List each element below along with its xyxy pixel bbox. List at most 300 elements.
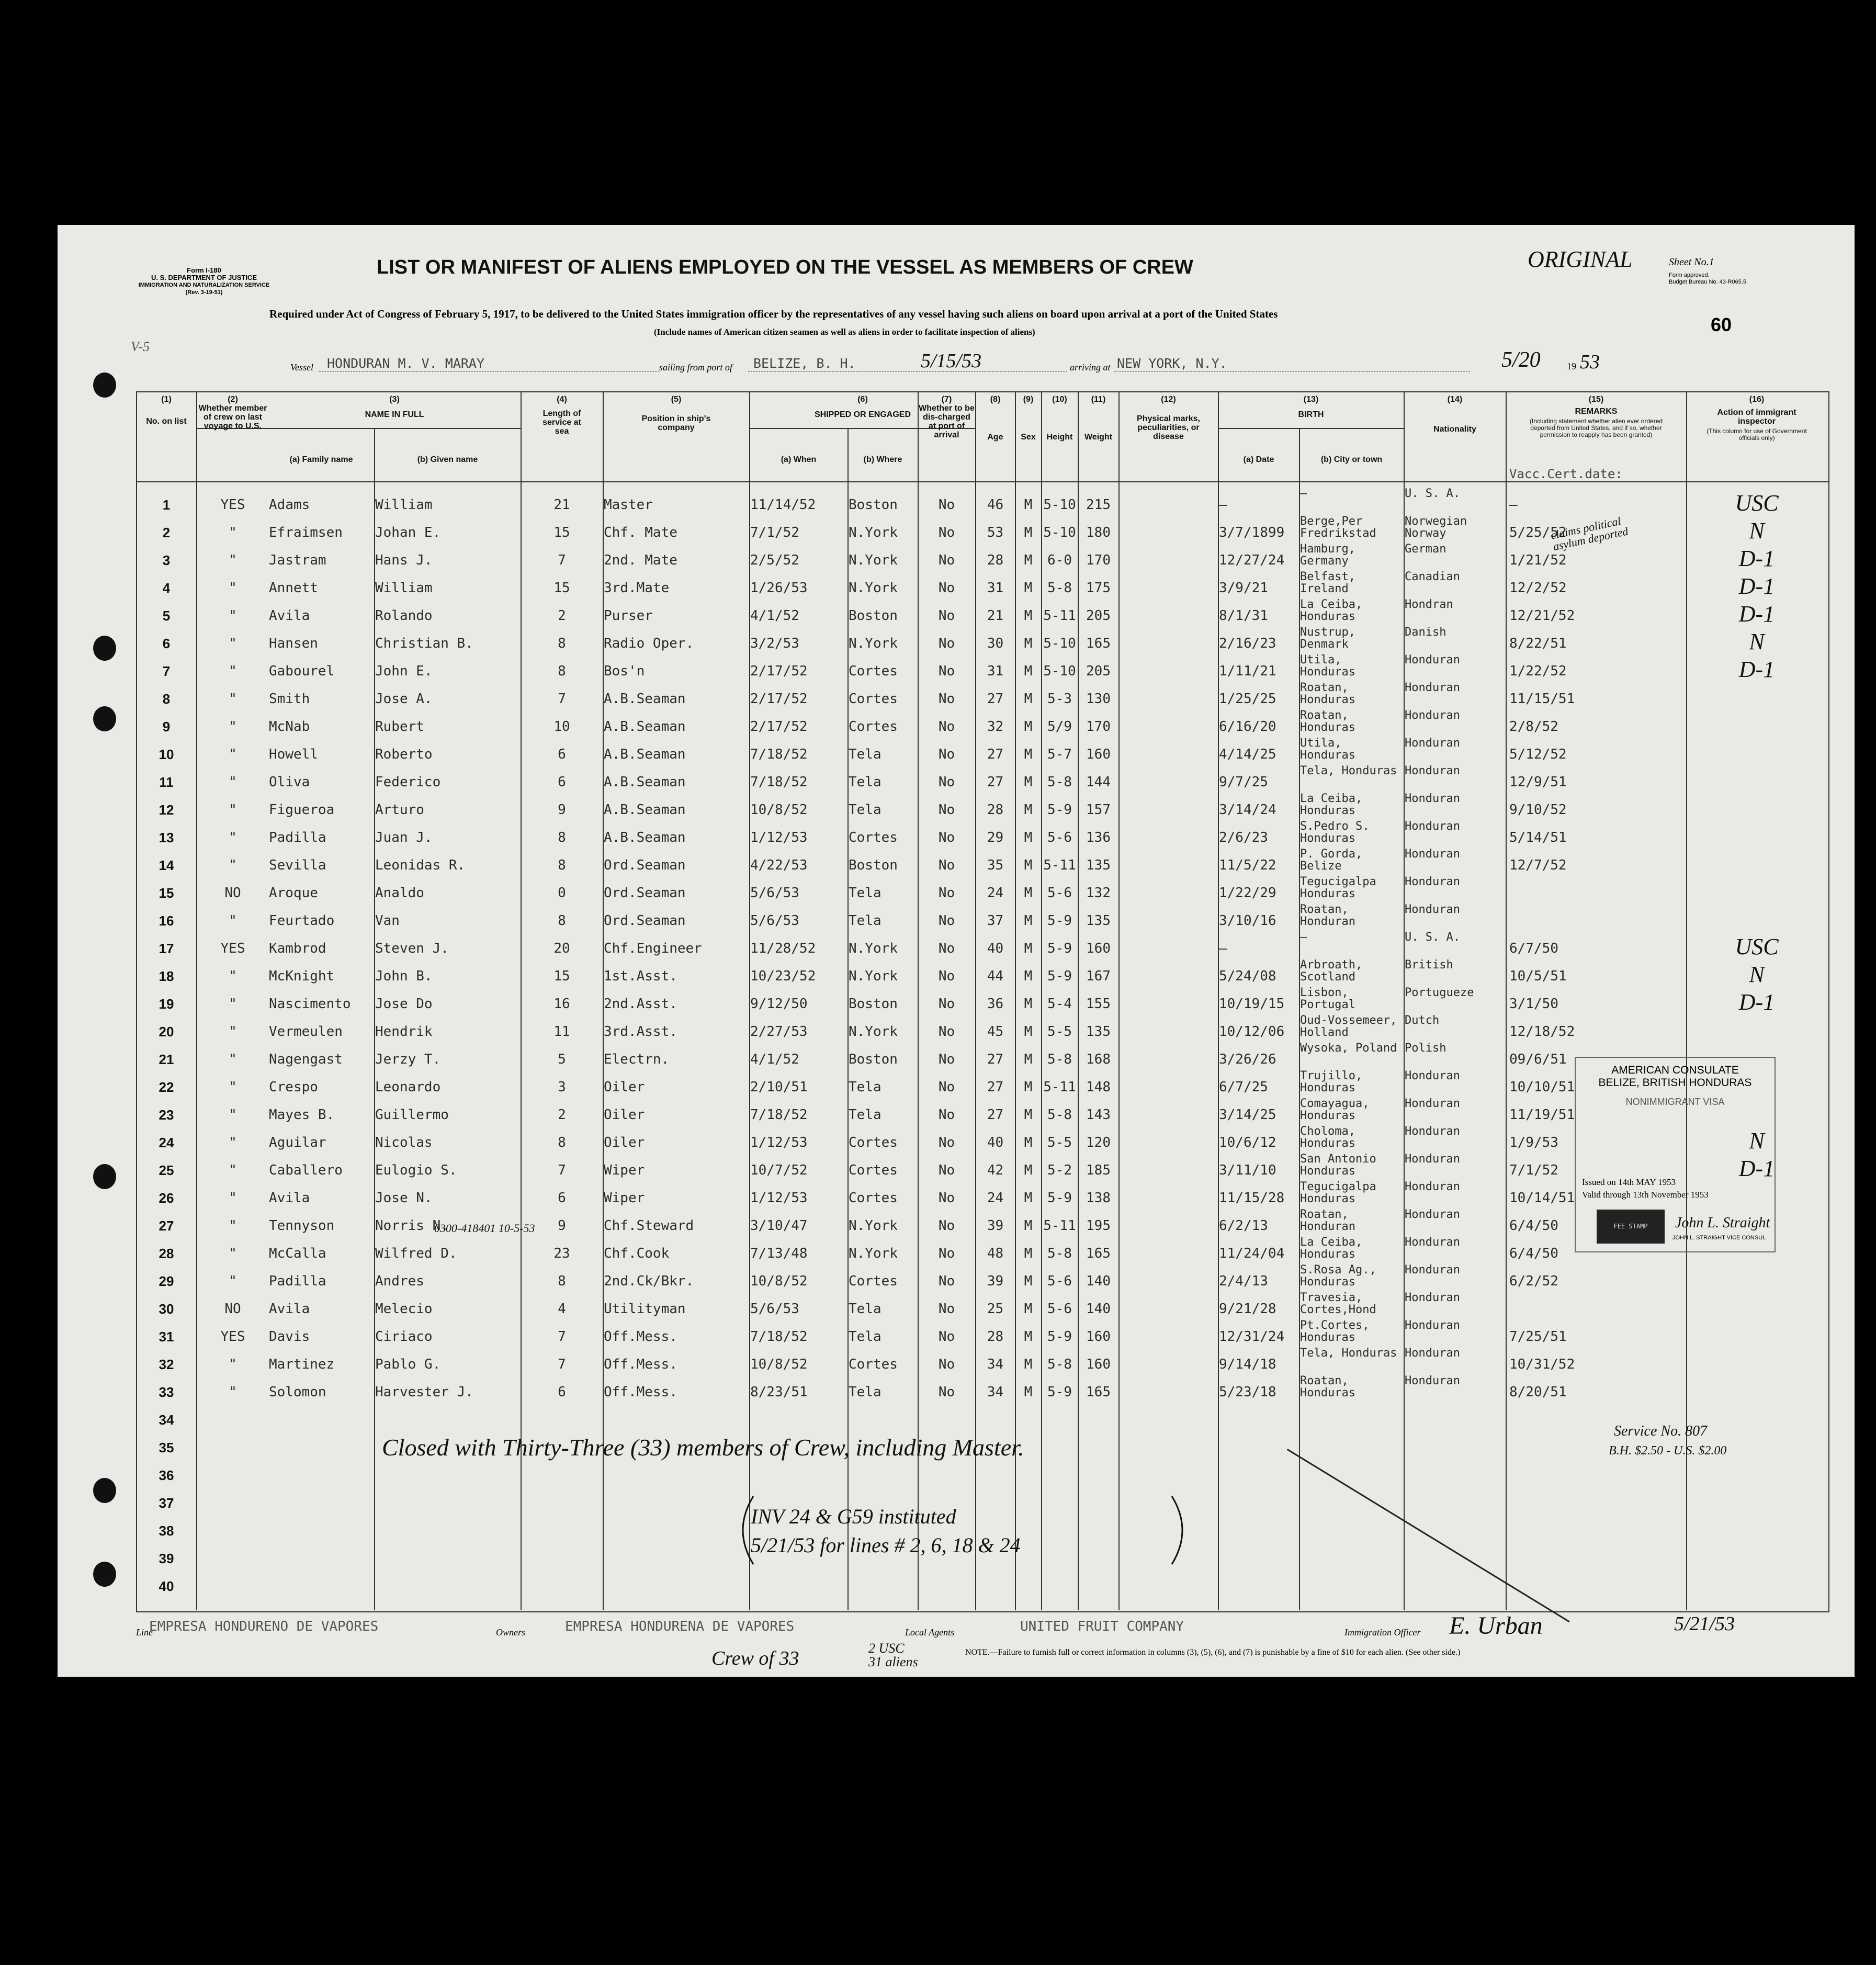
shipped-where-cell: N.York <box>849 580 898 596</box>
col-service-num: (4) <box>557 395 567 404</box>
shipped-where-cell: Boston <box>849 497 898 513</box>
row-number: 29 <box>159 1273 174 1289</box>
shipped-where-cell: N.York <box>849 636 898 651</box>
row-number: 38 <box>159 1523 174 1539</box>
given-name-cell: Christian B. <box>375 636 473 651</box>
position-cell: Oiler <box>604 1107 645 1123</box>
discharged-cell: No <box>938 913 955 929</box>
weight-cell: 136 <box>1086 830 1111 845</box>
service-length-cell: 7 <box>558 552 566 568</box>
row-number: 36 <box>159 1467 174 1483</box>
row-number: 18 <box>159 968 174 984</box>
budget-number: Budget Bureau No. 43-R065.5. <box>1669 279 1748 285</box>
height-cell: 5-8 <box>1047 1357 1072 1372</box>
weight-cell: 170 <box>1086 552 1111 568</box>
nationality-cell: Honduran <box>1405 765 1460 777</box>
last-voyage-cell: NO <box>224 885 241 901</box>
age-cell: 21 <box>987 608 1004 624</box>
sex-cell: M <box>1024 663 1033 679</box>
discharged-cell: No <box>938 636 955 651</box>
position-cell: Radio Oper. <box>604 636 694 651</box>
shipped-where-cell: Boston <box>849 996 898 1012</box>
form-number: Form I-180 <box>187 266 221 274</box>
shipped-when-cell: 1/12/53 <box>750 830 808 845</box>
birth-city-cell: Choloma, Honduras <box>1300 1125 1355 1150</box>
crew-breakdown-aliens: 31 aliens <box>868 1654 918 1669</box>
shipped-when-cell: 5/6/53 <box>750 913 799 929</box>
col-no-header <box>137 395 196 426</box>
service-length-cell: 8 <box>558 636 566 651</box>
birth-date-cell: 8/1/31 <box>1219 608 1268 624</box>
discharged-cell: No <box>938 552 955 568</box>
birth-date-cell: 11/15/28 <box>1219 1190 1285 1206</box>
remarks-cell: 7/25/51 <box>1509 1329 1567 1345</box>
service-length-cell: 8 <box>558 1273 566 1289</box>
discharged-cell: No <box>938 885 955 901</box>
row-number: 9 <box>162 719 171 735</box>
weight-cell: 195 <box>1086 1218 1111 1234</box>
shipped-when-cell: 10/7/52 <box>750 1162 808 1178</box>
sex-cell: M <box>1024 857 1033 873</box>
shipped-when-cell: 10/8/52 <box>750 802 808 818</box>
sex-cell: M <box>1024 968 1033 984</box>
family-name-cell: Feurtado <box>269 913 335 929</box>
owners-label: Owners <box>496 1627 526 1638</box>
last-voyage-cell: " <box>229 1218 237 1234</box>
birth-date-cell: 2/16/23 <box>1219 636 1276 651</box>
remarks-cell: 5/25/52 <box>1509 525 1567 540</box>
shipped-when-cell: 7/18/52 <box>750 1107 808 1123</box>
sex-cell: M <box>1024 1301 1033 1317</box>
position-cell: 3rd.Mate <box>604 580 670 596</box>
remarks-cell: 6/7/50 <box>1509 941 1558 956</box>
col-no-num: (1) <box>161 395 172 404</box>
stamp-line1: AMERICAN CONSULATE <box>1611 1064 1739 1076</box>
sailing-label: sailing from port of <box>659 362 732 372</box>
given-name-cell: Hendrik <box>375 1024 433 1040</box>
height-cell: 5-9 <box>1047 913 1072 929</box>
height-cell: 5-9 <box>1047 968 1072 984</box>
height-cell: 5-9 <box>1047 941 1072 956</box>
service-length-cell: 0 <box>558 885 566 901</box>
last-voyage-cell: " <box>229 1079 237 1095</box>
nationality-cell: Honduran <box>1405 1181 1460 1193</box>
nationality-cell: Honduran <box>1405 1347 1460 1360</box>
age-cell: 27 <box>987 1052 1004 1067</box>
shipped-where-cell: Cortes <box>849 1190 898 1206</box>
inv-annotation-line1: INV 24 & G59 instituted <box>751 1505 956 1528</box>
arriving-label: arriving at <box>1070 362 1111 372</box>
age-cell: 42 <box>987 1162 1004 1178</box>
nationality-cell: Hondran <box>1405 598 1453 611</box>
vessel-label: Vessel <box>290 362 313 372</box>
position-cell: Ord.Seaman <box>604 913 686 929</box>
discharged-cell: No <box>938 1079 955 1095</box>
family-name-cell: Vermeulen <box>269 1024 343 1040</box>
row-number: 24 <box>159 1135 174 1150</box>
col-discharged-num: (7) <box>941 395 952 404</box>
position-cell: A.B.Seaman <box>604 830 686 845</box>
height-cell: 5/9 <box>1047 719 1072 735</box>
action-cell: D-1 <box>1738 573 1775 599</box>
col-where-header: (b) Where <box>863 455 902 464</box>
shipped-when-cell: 10/8/52 <box>750 1273 808 1289</box>
last-voyage-cell: " <box>229 1273 237 1289</box>
position-cell: A.B.Seaman <box>604 802 686 818</box>
row-number: 14 <box>159 857 174 873</box>
birth-city-cell: Comayagua, Honduras <box>1300 1098 1370 1122</box>
row-number: 30 <box>159 1301 174 1317</box>
last-voyage-cell: " <box>229 913 237 929</box>
given-name-cell: Jose A. <box>375 691 433 707</box>
family-name-cell: Solomon <box>269 1384 326 1400</box>
family-name-cell: McNab <box>269 719 310 735</box>
row-number: 15 <box>159 885 174 901</box>
height-cell: 5-10 <box>1043 636 1076 651</box>
family-name-cell: Efraimsen <box>269 525 343 540</box>
age-cell: 27 <box>987 1107 1004 1123</box>
birth-date-cell: 10/19/15 <box>1219 996 1285 1012</box>
col-birth-title: BIRTH <box>1298 410 1324 419</box>
sex-cell: M <box>1024 1357 1033 1372</box>
birth-city-cell: Roatan, Honduras <box>1300 682 1355 706</box>
row-number: 33 <box>159 1384 174 1400</box>
service-length-cell: 15 <box>553 580 570 596</box>
last-voyage-cell: " <box>229 1107 237 1123</box>
fees-note: B.H. $2.50 - U.S. $2.00 <box>1609 1444 1727 1458</box>
service-length-cell: 9 <box>558 1218 566 1234</box>
shipped-when-cell: 2/5/52 <box>750 552 799 568</box>
discharged-cell: No <box>938 1190 955 1206</box>
row-number: 27 <box>159 1218 174 1234</box>
col-line <box>374 428 375 1610</box>
col-last-voyage-title: Whether member of crew on last voyage to U.S. <box>198 404 267 431</box>
page-number: 60 <box>1711 314 1732 335</box>
sex-cell: M <box>1024 1246 1033 1261</box>
punch-hole <box>93 372 116 398</box>
age-cell: 34 <box>987 1384 1004 1400</box>
family-name-cell: Figueroa <box>269 802 335 818</box>
family-name-cell: Avila <box>269 1190 310 1206</box>
height-cell: 5-6 <box>1047 885 1072 901</box>
consulate-visa-stamp <box>1575 1057 1776 1252</box>
punch-hole <box>93 1164 116 1189</box>
weight-cell: 185 <box>1086 1162 1111 1178</box>
position-cell: Wiper <box>604 1190 645 1206</box>
service-length-cell: 15 <box>553 968 570 984</box>
sex-cell: M <box>1024 1384 1033 1400</box>
shipped-where-cell: Cortes <box>849 1162 898 1178</box>
discharged-cell: No <box>938 1107 955 1123</box>
header-bottom-line <box>136 481 1828 482</box>
age-cell: 45 <box>987 1024 1004 1040</box>
punch-hole <box>93 1478 116 1503</box>
sex-cell: M <box>1024 608 1033 624</box>
last-voyage-cell: " <box>229 996 237 1012</box>
given-name-cell: Wilfred D. <box>375 1246 457 1261</box>
service-length-cell: 11 <box>553 1024 570 1040</box>
age-cell: 31 <box>987 580 1004 596</box>
height-cell: 5-11 <box>1043 857 1076 873</box>
port-to: NEW YORK, N.Y. <box>1117 356 1227 371</box>
shipped-where-cell: Tela <box>849 885 882 901</box>
position-cell: Utilityman <box>604 1301 686 1317</box>
weight-cell: 170 <box>1086 719 1111 735</box>
nationality-cell: British <box>1405 959 1453 972</box>
sex-cell: M <box>1024 1329 1033 1345</box>
row-number: 26 <box>159 1190 174 1206</box>
given-name-cell: Federico <box>375 774 441 790</box>
discharged-cell: No <box>938 1246 955 1261</box>
last-voyage-cell: " <box>229 636 237 651</box>
shipped-when-cell: 3/2/53 <box>750 636 799 651</box>
shipped-when-cell: 1/12/53 <box>750 1135 808 1150</box>
shipped-when-cell: 4/22/53 <box>750 857 808 873</box>
col-position-title: Position in ship's company <box>641 414 711 432</box>
weight-cell: 135 <box>1086 913 1111 929</box>
action-cell: USC <box>1735 934 1779 959</box>
punch-hole <box>93 636 116 661</box>
given-name-cell: Van <box>375 913 400 929</box>
birth-city-cell: Roatan, Honduras <box>1300 1375 1355 1399</box>
discharged-cell: No <box>938 1218 955 1234</box>
weight-cell: 205 <box>1086 663 1111 679</box>
last-voyage-cell: " <box>229 1135 237 1150</box>
given-name-cell: Pablo G. <box>375 1357 441 1372</box>
col-nationality-header <box>1405 395 1505 434</box>
last-voyage-cell: " <box>229 1024 237 1040</box>
sex-cell: M <box>1024 941 1033 956</box>
remarks-cell: 7/1/52 <box>1509 1162 1558 1178</box>
given-name-cell: Eulogio S. <box>375 1162 457 1178</box>
family-name-cell: Avila <box>269 608 310 624</box>
shipped-when-cell: 2/27/53 <box>750 1024 808 1040</box>
birth-city-cell: Roatan, Honduras <box>1300 709 1355 734</box>
remarks-cell: 11/19/51 <box>1509 1107 1575 1123</box>
position-cell: Chf. Mate <box>604 525 677 540</box>
birth-date-cell: 3/9/21 <box>1219 580 1268 596</box>
birth-city-cell: S.Rosa Ag., Honduras <box>1300 1264 1376 1289</box>
remarks-cell: 09/6/51 <box>1509 1052 1567 1067</box>
family-name-cell: Nascimento <box>269 996 351 1012</box>
last-voyage-cell: " <box>229 608 237 624</box>
given-name-cell: Nicolas <box>375 1135 433 1150</box>
nationality-cell: Honduran <box>1405 1153 1460 1166</box>
weight-cell: 160 <box>1086 1329 1111 1345</box>
discharged-cell: No <box>938 774 955 790</box>
row-number: 11 <box>159 774 174 790</box>
birth-date-cell: 9/7/25 <box>1219 774 1268 790</box>
shipped-where-cell: Tela <box>849 1384 882 1400</box>
height-cell: 5-6 <box>1047 1301 1072 1317</box>
discharged-cell: No <box>938 663 955 679</box>
col-given-header: (b) Given name <box>417 455 478 464</box>
age-cell: 28 <box>987 802 1004 818</box>
age-cell: 27 <box>987 691 1004 707</box>
given-name-cell: Steven J. <box>375 941 449 956</box>
shipped-when-cell: 8/23/51 <box>750 1384 808 1400</box>
sex-cell: M <box>1024 691 1033 707</box>
row-number: 32 <box>159 1357 174 1372</box>
shipped-when-cell: 7/13/48 <box>750 1246 808 1261</box>
row-number: 10 <box>159 747 174 762</box>
service-length-cell: 7 <box>558 1162 566 1178</box>
remarks-cell: 5/14/51 <box>1509 830 1567 845</box>
service-number: Service No. 807 <box>1614 1423 1708 1439</box>
shipped-where-cell: N.York <box>849 941 898 956</box>
inv-bracket-lines <box>732 1491 1203 1569</box>
family-name-cell: Crespo <box>269 1079 318 1095</box>
remarks-cell: 11/15/51 <box>1509 691 1575 707</box>
nationality-cell: Polish <box>1405 1042 1446 1055</box>
shipped-where-cell: Tela <box>849 913 882 929</box>
last-voyage-cell: YES <box>220 1329 245 1345</box>
service-length-cell: 6 <box>558 1190 566 1206</box>
birth-date-cell: 3/14/24 <box>1219 802 1276 818</box>
height-cell: 5-10 <box>1043 497 1076 513</box>
discharged-cell: No <box>938 996 955 1012</box>
given-name-cell: Jose Do <box>375 996 433 1012</box>
given-name-cell: Analdo <box>375 885 424 901</box>
birth-city-cell: San Antonio Honduras <box>1300 1153 1376 1178</box>
col-nationality-num: (14) <box>1447 395 1463 404</box>
birth-city-cell: La Ceiba, Honduras <box>1300 793 1363 817</box>
row-number: 37 <box>159 1495 174 1511</box>
last-voyage-cell: " <box>229 1246 237 1261</box>
service-length-cell: 23 <box>553 1246 570 1261</box>
shipped-where-cell: Tela <box>849 1079 882 1095</box>
port-from: BELIZE, B. H. <box>753 356 856 371</box>
birth-date-cell: 5/24/08 <box>1219 968 1276 984</box>
sex-cell: M <box>1024 719 1033 735</box>
col-last-voyage-header <box>197 395 268 431</box>
shipped-when-cell: 2/10/51 <box>750 1079 808 1095</box>
sex-cell: M <box>1024 497 1033 513</box>
position-cell: Purser <box>604 608 653 624</box>
remarks-cell: 10/10/51 <box>1509 1079 1575 1095</box>
sheet-number <box>1669 256 1714 268</box>
sex-cell: M <box>1024 774 1033 790</box>
position-cell: Oiler <box>604 1135 645 1150</box>
remarks-cell: 10/31/52 <box>1509 1357 1575 1372</box>
shipped-when-cell: 7/18/52 <box>750 1329 808 1345</box>
family-name-cell: Mayes B. <box>269 1107 335 1123</box>
shipped-where-cell: Cortes <box>849 1357 898 1372</box>
shipped-where-cell: N.York <box>849 552 898 568</box>
col-sex-header <box>1016 395 1041 442</box>
sex-cell: M <box>1024 1024 1033 1040</box>
position-cell: Off.Mess. <box>604 1329 677 1345</box>
service-length-cell: 5 <box>558 1052 566 1067</box>
action-cell: D-1 <box>1738 657 1775 682</box>
birth-city-cell: P. Gorda, Belize <box>1300 848 1363 873</box>
sex-cell: M <box>1024 1218 1033 1234</box>
shipped-where-cell: Tela <box>849 1301 882 1317</box>
action-cell: N <box>1749 1128 1765 1154</box>
position-cell: Ord.Seaman <box>604 885 686 901</box>
height-cell: 5-3 <box>1047 691 1072 707</box>
col-sex-title: Sex <box>1021 433 1036 442</box>
col-weight-header <box>1079 395 1118 442</box>
last-voyage-cell: " <box>229 968 237 984</box>
position-cell: Off.Mess. <box>604 1384 677 1400</box>
position-cell: A.B.Seaman <box>604 691 686 707</box>
weight-cell: 140 <box>1086 1273 1111 1289</box>
sex-cell: M <box>1024 1273 1033 1289</box>
crew-count-note: Crew of 33 <box>711 1647 799 1669</box>
discharged-cell: No <box>938 857 955 873</box>
height-cell: 5-9 <box>1047 1329 1072 1345</box>
col-height-num: (10) <box>1052 395 1067 404</box>
sex-cell: M <box>1024 1107 1033 1123</box>
age-cell: 48 <box>987 1246 1004 1261</box>
family-name-cell: Aroque <box>269 885 318 901</box>
given-name-cell: Arturo <box>375 802 424 818</box>
discharged-cell: No <box>938 747 955 762</box>
line-label: Line <box>136 1627 153 1638</box>
col-height-header <box>1042 395 1077 442</box>
age-cell: 44 <box>987 968 1004 984</box>
height-cell: 5-9 <box>1047 802 1072 818</box>
closed-annotation: Closed with Thirty-Three (33) members of Crew, including Master. <box>382 1434 1024 1461</box>
nationality-cell: U. S. A. <box>1405 488 1460 500</box>
form-id-block <box>126 267 282 296</box>
col-height-title: Height <box>1046 433 1073 442</box>
row-number: 12 <box>159 802 174 818</box>
birth-city-cell: Pt.Cortes, Honduras <box>1300 1319 1370 1344</box>
form-revision: (Rev. 3-19-51) <box>185 289 223 296</box>
sex-cell: M <box>1024 1079 1033 1095</box>
shipped-when-cell: 3/10/47 <box>750 1218 808 1234</box>
given-name-cell: John B. <box>375 968 433 984</box>
service-length-cell: 4 <box>558 1301 566 1317</box>
shipped-when-cell: 2/17/52 <box>750 719 808 735</box>
position-cell: Wiper <box>604 1162 645 1178</box>
service-length-cell: 6 <box>558 774 566 790</box>
shipped-when-cell: 1/26/53 <box>750 580 808 596</box>
age-cell: 39 <box>987 1218 1004 1234</box>
action-cell: N <box>1749 962 1765 987</box>
weight-cell: 167 <box>1086 968 1111 984</box>
given-name-cell: Leonardo <box>375 1079 441 1095</box>
shipped-when-cell: 2/17/52 <box>750 663 808 679</box>
age-cell: 32 <box>987 719 1004 735</box>
remarks-cell: — <box>1509 497 1518 513</box>
col-family-header: (a) Family name <box>289 455 353 464</box>
col-line <box>1118 391 1120 1610</box>
age-cell: 40 <box>987 1135 1004 1150</box>
fee-stamp: FEE STAMP <box>1597 1210 1665 1244</box>
shipped-when-cell: 7/18/52 <box>750 774 808 790</box>
shipped-when-cell: 5/6/53 <box>750 1301 799 1317</box>
weight-cell: 120 <box>1086 1135 1111 1150</box>
sex-cell: M <box>1024 996 1033 1012</box>
service-length-cell: 20 <box>553 941 570 956</box>
birth-date-cell: 6/7/25 <box>1219 1079 1268 1095</box>
sex-cell: M <box>1024 525 1033 540</box>
shipped-where-cell: N.York <box>849 968 898 984</box>
last-voyage-cell: " <box>229 747 237 762</box>
birth-date-cell: 1/22/29 <box>1219 885 1276 901</box>
weight-cell: 135 <box>1086 1024 1111 1040</box>
given-name-cell: Johan E. <box>375 525 441 540</box>
birth-date-cell: 11/24/04 <box>1219 1246 1285 1261</box>
family-name-cell: Davis <box>269 1329 310 1345</box>
shipped-where-cell: Cortes <box>849 663 898 679</box>
col-birth-city-header: (b) City or town <box>1320 455 1383 464</box>
birth-date-cell: 1/25/25 <box>1219 691 1276 707</box>
officer-date: 5/21/53 <box>1674 1613 1735 1635</box>
